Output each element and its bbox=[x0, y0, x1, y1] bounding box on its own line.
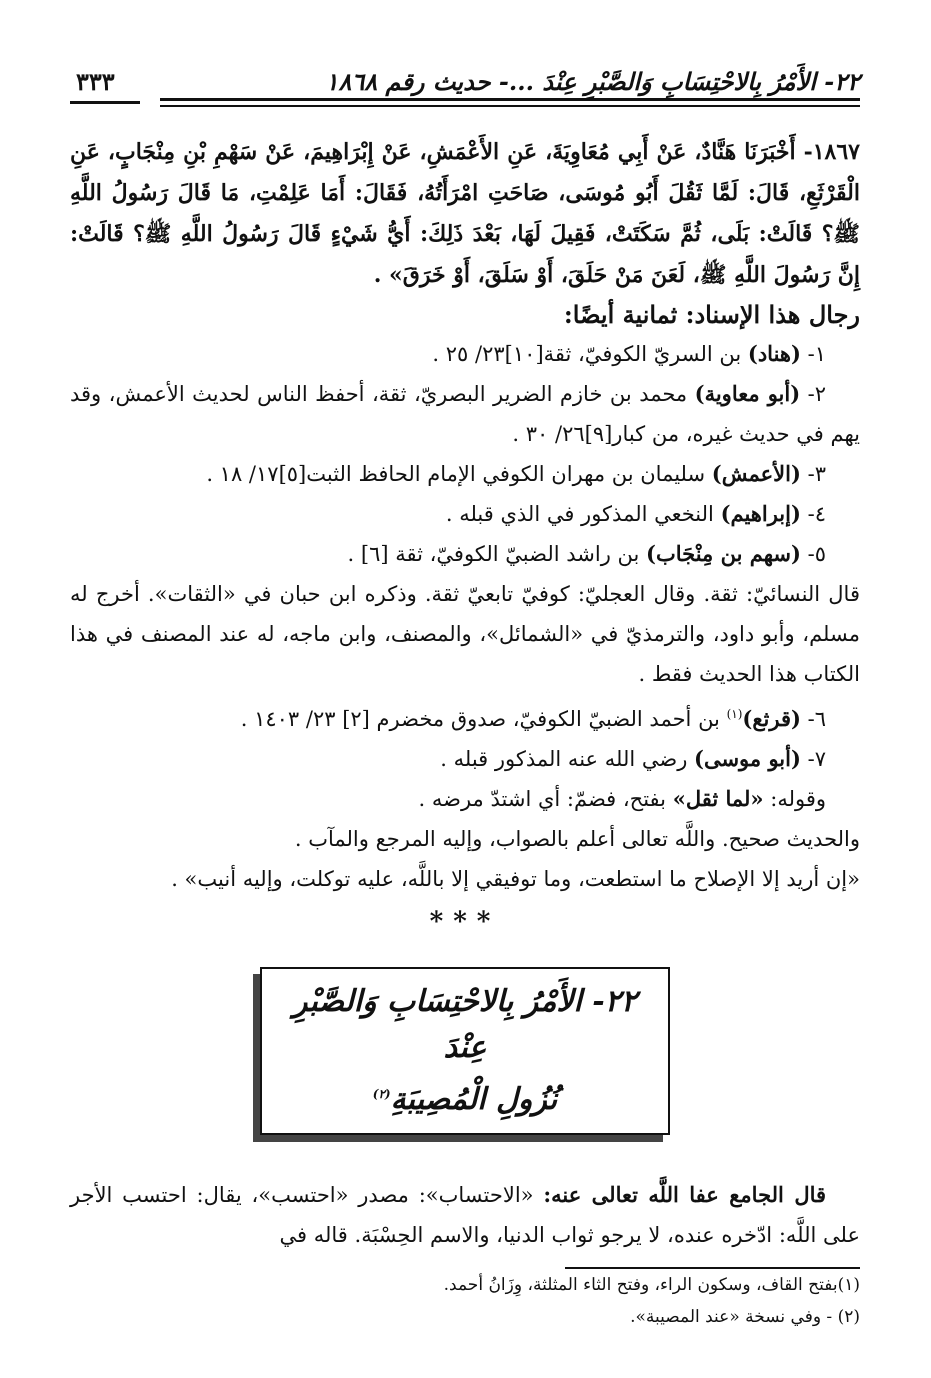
narrator-note: قال النسائيّ: ثقة. وقال العجليّ: كوفيّ تابعيّ ثقة. وذكره ابن حبان في «الثقات». أخرج له مسلم، وأبو داود، والترمذيّ في «الشمائل»، والمصنف، وابن ماجه، له عند المصنف في هذا الكتاب هذا الحديث فقط . bbox=[70, 582, 860, 686]
page-number: ٣٣٣ bbox=[76, 67, 115, 96]
footnotes bbox=[70, 1269, 860, 1333]
footnote-1: (١)بفتح القاف، وسكون الراء، وفتح الثاء المثلثة، وِزَانُ أحمد. bbox=[443, 1275, 860, 1295]
running-header bbox=[70, 56, 860, 96]
commentary-paragraph: وقوله: «لما ثقل» بفتح، فضمّ: أي اشتدّ مرضه . bbox=[418, 786, 826, 811]
closing-quote: «إن أريد إلا الإصلاح ما استطعت، وما توفيقي إلا باللَّه، عليه توكلت، وإليه أنيب» . bbox=[171, 867, 860, 891]
narrator-item: ٥- (سهم بن مِنْجَاب) بن راشد الضبيّ الكوفيّ، ثقة [٦] . bbox=[347, 541, 826, 566]
narrator-item: ٧- (أبو موسى) رضي الله عنه المذكور قبله . bbox=[440, 746, 826, 771]
narrator-item: ١- (هناد) بن السريّ الكوفيّ، ثقة[١٠]٢٣/ ٢٥ . bbox=[432, 341, 826, 366]
narrator-item: ٢- (أبو معاوية) محمد بن خازم الضرير البصريّ، ثقة، أحفظ الناس لحديث الأعمش، وقد يهم في حديث غيره، من كبار[٩]٢٦/ ٣٠ . bbox=[70, 381, 860, 446]
hadith-text: ١٨٦٧- أَخْبَرَنَا هَنَّادٌ، عَنْ أَبِي مُعَاوِيَةَ، عَنِ الأَعْمَشِ، عَنْ إِبْرَاهِيمَ، عَنْ سَهْمِ بْنِ مِنْجَابٍ، عَنِ الْقَرْثَعِ، قَالَ: لَمَّا ثَقُلَ أَبُو مُوسَى، صَاحَتِ امْرَأَتُهُ، فَقَالَ: أَمَا عَلِمْتِ، مَا قَالَ رَسُولُ اللَّهِ ﷺ؟ قَالَتْ: بَلَى، ثُمَّ سَكَتَتْ، فَقِيلَ لَهَا، بَعْدَ ذَلِكَ: أَيُّ شَيْءٍ قَالَ رَسُولُ اللَّهِ ﷺ؟ قَالَتْ: إِنَّ رَسُولَ اللَّهِ ﷺ، لَعَنَ مَنْ حَلَقَ، أَوْ سَلَقَ، أَوْ خَرَقَ» . bbox=[70, 139, 860, 288]
header-rule bbox=[70, 98, 860, 112]
chapter-title-line2: نُزُولِ الْمُصِيبَةِ$^{(٢)}$ bbox=[372, 1082, 558, 1117]
chapter-title-line1: ٢٢- الأَمْرُ بِالاحْتِسَابِ وَالصَّبْرِ عِنْدَ bbox=[292, 984, 637, 1065]
running-chapter-title: ٢٢- الأَمْرُ بِالاحْتِسَابِ وَالصَّبْرِ عِنْدَ ...- حديث رقم ١٨٦٨ bbox=[325, 67, 860, 96]
intro-paragraph: قال الجامع عفا اللَّه تعالى عنه: «الاحتساب»: مصدر «احتسب»، يقال: احتسب الأجر على اللَّه: ادّخره عنده، لا يرجو ثواب الدنيا، والاسم الحِسْبَة. قاله في bbox=[70, 1182, 860, 1247]
section-separator: *** bbox=[429, 907, 501, 937]
narrator-item: ٦- (قرثع)$^{(١)}$ بن أحمد الضبيّ الكوفيّ، صدوق مخضرم [٢] ٢٣/ ١٤٠٣ . bbox=[240, 706, 826, 731]
commentary-paragraph: والحديث صحيح. واللَّه تعالى أعلم بالصواب، وإليه المرجع والمآب . bbox=[294, 827, 860, 851]
footnote-2: (٢) - وفي نسخة «عند المصيبة». bbox=[630, 1307, 860, 1327]
narrator-item: ٣- (الأعمش) سليمان بن مهران الكوفي الإمام الحافظ الثبت[٥]١٧/ ١٨ . bbox=[206, 461, 826, 486]
narrators-heading: رجال هذا الإسناد: ثمانية أيضًا: bbox=[563, 300, 860, 329]
narrator-item: ٤- (إبراهيم) النخعي المذكور في الذي قبله . bbox=[445, 501, 826, 526]
chapter-title-box bbox=[260, 967, 670, 1135]
book-page bbox=[70, 56, 860, 1333]
